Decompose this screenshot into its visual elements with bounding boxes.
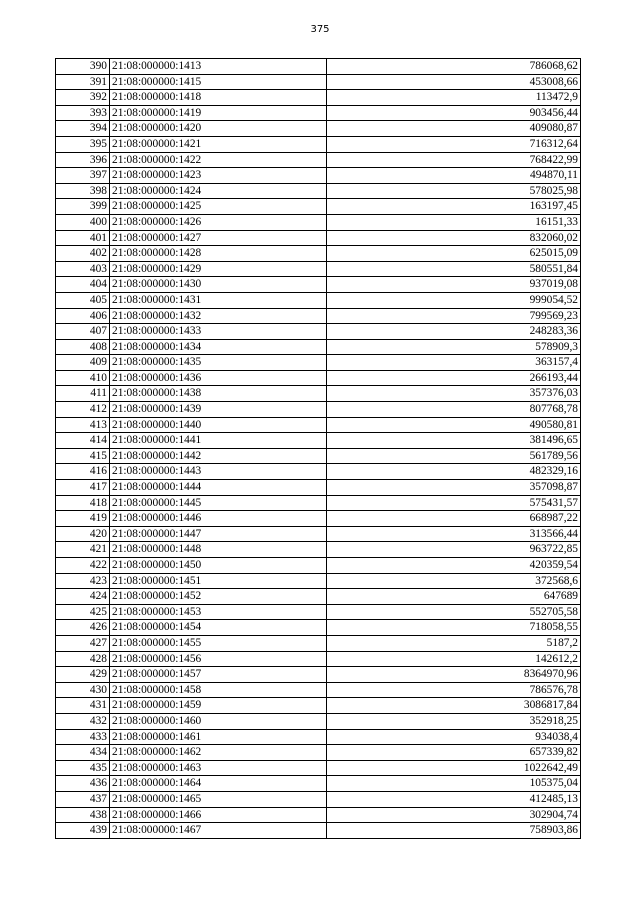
row-number-cell: 422 [56, 558, 110, 574]
cadastral-number-cell: 21:08:000000:1466 [110, 807, 327, 823]
row-number-cell: 405 [56, 292, 110, 308]
cadastral-value-cell: 16151,33 [327, 214, 581, 230]
cadastral-number-cell: 21:08:000000:1427 [110, 230, 327, 246]
row-number-cell: 406 [56, 308, 110, 324]
cadastral-number-cell: 21:08:000000:1455 [110, 635, 327, 651]
cadastral-value-cell: 937019,08 [327, 277, 581, 293]
cadastral-number-cell: 21:08:000000:1456 [110, 651, 327, 667]
row-number-cell: 410 [56, 370, 110, 386]
table-row [56, 635, 581, 651]
table-row [56, 511, 581, 527]
table-row [56, 59, 581, 75]
table-row [56, 713, 581, 729]
cadastral-number-cell: 21:08:000000:1448 [110, 542, 327, 558]
row-number-cell: 400 [56, 214, 110, 230]
cadastral-number-cell: 21:08:000000:1434 [110, 339, 327, 355]
cadastral-number-cell: 21:08:000000:1418 [110, 90, 327, 106]
cadastral-value-cell: 3086817,84 [327, 698, 581, 714]
table-row [56, 760, 581, 776]
table-row [56, 277, 581, 293]
cadastral-value-cell: 266193,44 [327, 370, 581, 386]
table-row [56, 698, 581, 714]
cadastral-number-cell: 21:08:000000:1460 [110, 713, 327, 729]
cadastral-number-cell: 21:08:000000:1447 [110, 526, 327, 542]
cadastral-value-cell: 647689 [327, 589, 581, 605]
table-row [56, 292, 581, 308]
row-number-cell: 433 [56, 729, 110, 745]
cadastral-value-cell: 409080,87 [327, 121, 581, 137]
cadastral-value-cell: 381496,65 [327, 433, 581, 449]
table-row [56, 480, 581, 496]
cadastral-number-cell: 21:08:000000:1429 [110, 261, 327, 277]
cadastral-value-cell: 490580,81 [327, 417, 581, 433]
cadastral-number-cell: 21:08:000000:1424 [110, 183, 327, 199]
cadastral-value-cell: 799569,23 [327, 308, 581, 324]
cadastral-value-cell: 552705,58 [327, 604, 581, 620]
cadastral-number-cell: 21:08:000000:1459 [110, 698, 327, 714]
cadastral-value-cell: 575431,57 [327, 495, 581, 511]
cadastral-value-cell: 302904,74 [327, 807, 581, 823]
row-number-cell: 398 [56, 183, 110, 199]
table-row [56, 370, 581, 386]
row-number-cell: 419 [56, 511, 110, 527]
cadastral-value-cell: 999054,52 [327, 292, 581, 308]
cadastral-value-cell: 5187,2 [327, 635, 581, 651]
cadastral-value-cell: 578025,98 [327, 183, 581, 199]
cadastral-number-cell: 21:08:000000:1441 [110, 433, 327, 449]
cadastral-value-cell: 105375,04 [327, 776, 581, 792]
cadastral-value-cell: 163197,45 [327, 199, 581, 215]
cadastral-number-cell: 21:08:000000:1422 [110, 152, 327, 168]
table-row [56, 152, 581, 168]
cadastral-number-cell: 21:08:000000:1438 [110, 386, 327, 402]
table-row [56, 386, 581, 402]
cadastral-value-cell: 352918,25 [327, 713, 581, 729]
cadastral-value-cell: 494870,11 [327, 168, 581, 184]
table-row [56, 589, 581, 605]
table-row [56, 324, 581, 340]
table-body [56, 59, 581, 839]
table-row [56, 745, 581, 761]
cadastral-number-cell: 21:08:000000:1423 [110, 168, 327, 184]
cadastral-number-cell: 21:08:000000:1451 [110, 573, 327, 589]
cadastral-value-cell: 420359,54 [327, 558, 581, 574]
cadastral-number-cell: 21:08:000000:1415 [110, 74, 327, 90]
table-row [56, 682, 581, 698]
row-number-cell: 411 [56, 386, 110, 402]
cadastral-number-cell: 21:08:000000:1426 [110, 214, 327, 230]
cadastral-number-cell: 21:08:000000:1462 [110, 745, 327, 761]
cadastral-value-cell: 363157,4 [327, 355, 581, 371]
row-number-cell: 420 [56, 526, 110, 542]
cadastral-value-cell: 832060,02 [327, 230, 581, 246]
cadastral-value-cell: 8364970,96 [327, 667, 581, 683]
cadastral-number-cell: 21:08:000000:1421 [110, 136, 327, 152]
cadastral-value-cell: 482329,16 [327, 464, 581, 480]
cadastral-value-cell: 248283,36 [327, 324, 581, 340]
table-row [56, 448, 581, 464]
table-row [56, 308, 581, 324]
cadastral-value-cell: 716312,64 [327, 136, 581, 152]
cadastral-number-cell: 21:08:000000:1444 [110, 480, 327, 496]
cadastral-number-cell: 21:08:000000:1450 [110, 558, 327, 574]
table-row [56, 121, 581, 137]
row-number-cell: 430 [56, 682, 110, 698]
table-row [56, 90, 581, 106]
cadastral-value-cell: 807768,78 [327, 402, 581, 418]
table-row [56, 433, 581, 449]
table-row [56, 791, 581, 807]
row-number-cell: 429 [56, 667, 110, 683]
cadastral-number-cell: 21:08:000000:1463 [110, 760, 327, 776]
table-row [56, 168, 581, 184]
table-row [56, 74, 581, 90]
table-row [56, 495, 581, 511]
table-row [56, 199, 581, 215]
table-row [56, 464, 581, 480]
cadastral-number-cell: 21:08:000000:1420 [110, 121, 327, 137]
cadastral-value-cell: 758903,86 [327, 823, 581, 839]
row-number-cell: 395 [56, 136, 110, 152]
row-number-cell: 396 [56, 152, 110, 168]
table-row [56, 246, 581, 262]
row-number-cell: 394 [56, 121, 110, 137]
cadastral-number-cell: 21:08:000000:1435 [110, 355, 327, 371]
row-number-cell: 439 [56, 823, 110, 839]
row-number-cell: 399 [56, 199, 110, 215]
table-row [56, 729, 581, 745]
cadastral-number-cell: 21:08:000000:1436 [110, 370, 327, 386]
row-number-cell: 408 [56, 339, 110, 355]
table-row [56, 402, 581, 418]
row-number-cell: 417 [56, 480, 110, 496]
cadastral-number-cell: 21:08:000000:1425 [110, 199, 327, 215]
row-number-cell: 418 [56, 495, 110, 511]
cadastral-value-cell: 313566,44 [327, 526, 581, 542]
cadastral-number-cell: 21:08:000000:1457 [110, 667, 327, 683]
row-number-cell: 409 [56, 355, 110, 371]
cadastral-number-cell: 21:08:000000:1453 [110, 604, 327, 620]
row-number-cell: 404 [56, 277, 110, 293]
cadastral-value-cell: 113472,9 [327, 90, 581, 106]
row-number-cell: 407 [56, 324, 110, 340]
cadastral-number-cell: 21:08:000000:1439 [110, 402, 327, 418]
cadastral-number-cell: 21:08:000000:1431 [110, 292, 327, 308]
row-number-cell: 403 [56, 261, 110, 277]
cadastral-value-cell: 625015,09 [327, 246, 581, 262]
row-number-cell: 415 [56, 448, 110, 464]
cadastral-value-cell: 1022642,49 [327, 760, 581, 776]
row-number-cell: 402 [56, 246, 110, 262]
cadastral-number-cell: 21:08:000000:1442 [110, 448, 327, 464]
table-row [56, 261, 581, 277]
cadastral-number-cell: 21:08:000000:1458 [110, 682, 327, 698]
table-row [56, 183, 581, 199]
table-row [56, 526, 581, 542]
row-number-cell: 438 [56, 807, 110, 823]
row-number-cell: 427 [56, 635, 110, 651]
cadastral-number-cell: 21:08:000000:1465 [110, 791, 327, 807]
table-row [56, 417, 581, 433]
cadastral-number-cell: 21:08:000000:1452 [110, 589, 327, 605]
row-number-cell: 426 [56, 620, 110, 636]
row-number-cell: 392 [56, 90, 110, 106]
row-number-cell: 434 [56, 745, 110, 761]
cadastral-value-cell: 580551,84 [327, 261, 581, 277]
cadastral-number-cell: 21:08:000000:1464 [110, 776, 327, 792]
row-number-cell: 416 [56, 464, 110, 480]
cadastral-value-cell: 412485,13 [327, 791, 581, 807]
cadastral-value-cell: 903456,44 [327, 105, 581, 121]
cadastral-value-table [55, 58, 581, 839]
cadastral-value-cell: 578909,3 [327, 339, 581, 355]
cadastral-number-cell: 21:08:000000:1467 [110, 823, 327, 839]
row-number-cell: 401 [56, 230, 110, 246]
table-row [56, 823, 581, 839]
row-number-cell: 393 [56, 105, 110, 121]
row-number-cell: 423 [56, 573, 110, 589]
table-row [56, 105, 581, 121]
cadastral-number-cell: 21:08:000000:1413 [110, 59, 327, 75]
cadastral-number-cell: 21:08:000000:1428 [110, 246, 327, 262]
row-number-cell: 435 [56, 760, 110, 776]
cadastral-number-cell: 21:08:000000:1419 [110, 105, 327, 121]
table-row [56, 339, 581, 355]
row-number-cell: 413 [56, 417, 110, 433]
row-number-cell: 391 [56, 74, 110, 90]
cadastral-number-cell: 21:08:000000:1433 [110, 324, 327, 340]
cadastral-value-cell: 142612,2 [327, 651, 581, 667]
cadastral-number-cell: 21:08:000000:1446 [110, 511, 327, 527]
cadastral-number-cell: 21:08:000000:1430 [110, 277, 327, 293]
row-number-cell: 397 [56, 168, 110, 184]
cadastral-value-cell: 453008,66 [327, 74, 581, 90]
row-number-cell: 425 [56, 604, 110, 620]
cadastral-number-cell: 21:08:000000:1445 [110, 495, 327, 511]
cadastral-value-cell: 357376,03 [327, 386, 581, 402]
cadastral-value-cell: 372568,6 [327, 573, 581, 589]
row-number-cell: 412 [56, 402, 110, 418]
table-row [56, 214, 581, 230]
cadastral-value-cell: 357098,87 [327, 480, 581, 496]
row-number-cell: 431 [56, 698, 110, 714]
cadastral-value-cell: 963722,85 [327, 542, 581, 558]
cadastral-value-cell: 668987,22 [327, 511, 581, 527]
cadastral-value-cell: 786576,78 [327, 682, 581, 698]
row-number-cell: 432 [56, 713, 110, 729]
row-number-cell: 424 [56, 589, 110, 605]
table-row [56, 230, 581, 246]
table-row [56, 620, 581, 636]
table-row [56, 558, 581, 574]
page-number: 375 [310, 24, 330, 35]
table-row [56, 355, 581, 371]
cadastral-value-cell: 657339,82 [327, 745, 581, 761]
row-number-cell: 437 [56, 791, 110, 807]
table-row [56, 604, 581, 620]
cadastral-value-cell: 768422,99 [327, 152, 581, 168]
row-number-cell: 421 [56, 542, 110, 558]
row-number-cell: 428 [56, 651, 110, 667]
cadastral-number-cell: 21:08:000000:1432 [110, 308, 327, 324]
table-row [56, 807, 581, 823]
row-number-cell: 390 [56, 59, 110, 75]
cadastral-value-cell: 561789,56 [327, 448, 581, 464]
table-row [56, 651, 581, 667]
table-row [56, 573, 581, 589]
row-number-cell: 414 [56, 433, 110, 449]
table-row [56, 542, 581, 558]
cadastral-number-cell: 21:08:000000:1443 [110, 464, 327, 480]
cadastral-number-cell: 21:08:000000:1461 [110, 729, 327, 745]
cadastral-number-cell: 21:08:000000:1440 [110, 417, 327, 433]
cadastral-value-cell: 786068,62 [327, 59, 581, 75]
cadastral-number-cell: 21:08:000000:1454 [110, 620, 327, 636]
cadastral-value-cell: 718058,55 [327, 620, 581, 636]
cadastral-value-cell: 934038,4 [327, 729, 581, 745]
table-row [56, 136, 581, 152]
table-row [56, 667, 581, 683]
row-number-cell: 436 [56, 776, 110, 792]
table-row [56, 776, 581, 792]
